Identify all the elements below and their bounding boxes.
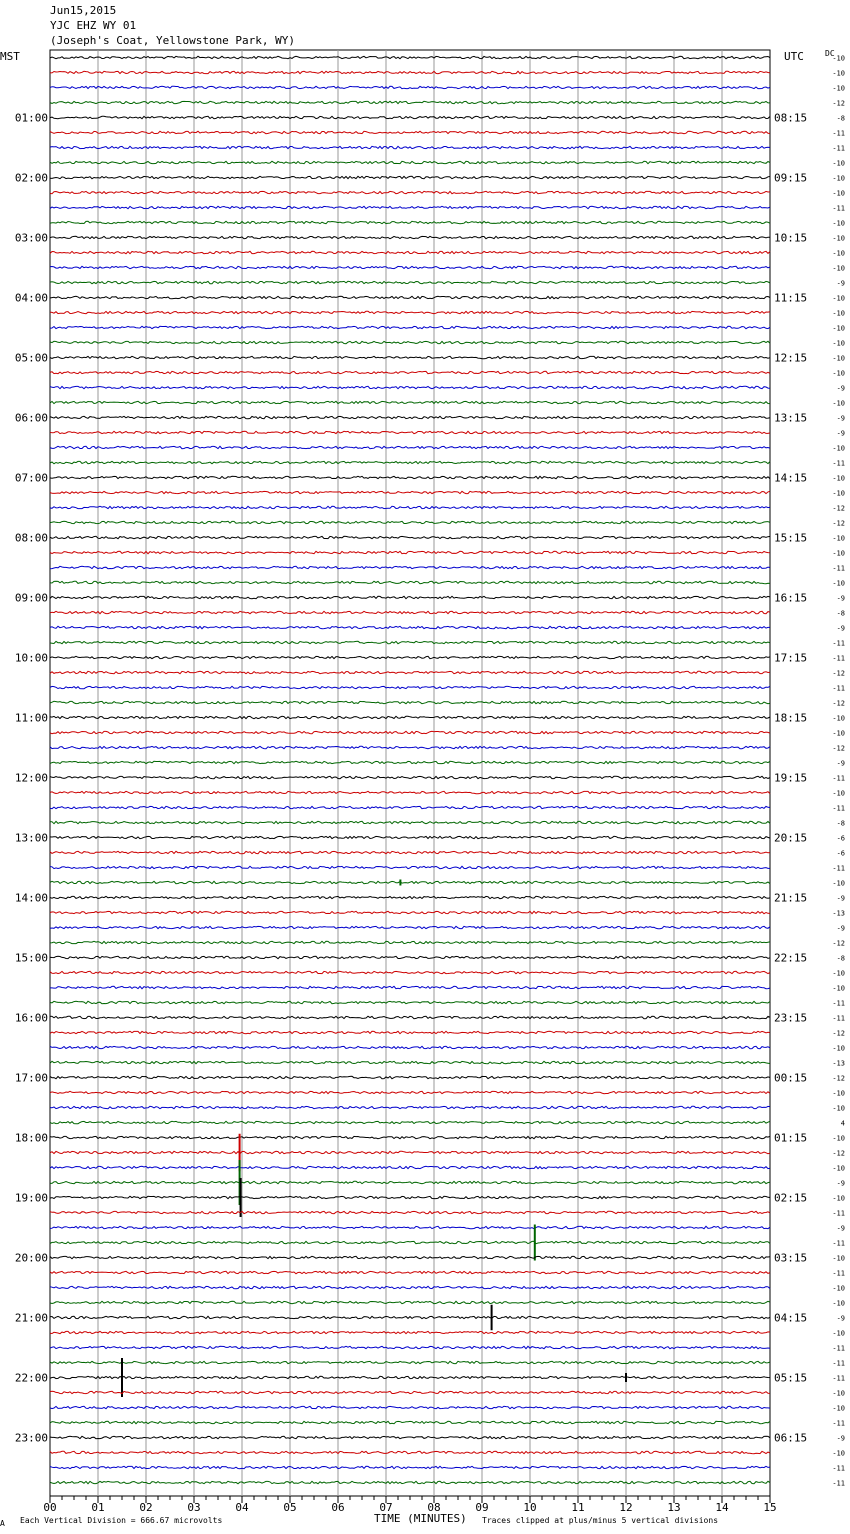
mst-hour-label: 14:00: [14, 891, 48, 905]
dc-offset-label: -13: [832, 909, 845, 918]
seismogram-trace: [50, 416, 770, 418]
dc-offset-label: -8: [836, 819, 845, 828]
seismogram-trace: [50, 146, 770, 148]
utc-hour-label: 02:15: [774, 1191, 808, 1205]
dc-offset-label: -9: [836, 279, 845, 288]
seismogram-trace: [50, 1451, 770, 1453]
dc-offset-label: -10: [832, 1134, 845, 1143]
mst-hour-label: 05:00: [14, 351, 48, 365]
seismogram-trace: [50, 626, 770, 628]
corner-mark: A: [0, 1519, 5, 1528]
dc-offset-label: -10: [832, 309, 845, 318]
dc-offset-label: -10: [832, 159, 845, 168]
dc-offset-label: -11: [832, 639, 845, 648]
dc-offset-label: -9: [836, 594, 845, 603]
dc-offset-label: -10: [832, 369, 845, 378]
dc-offset-label: -11: [832, 654, 845, 663]
seismogram-trace: [50, 191, 770, 193]
dc-offset-label: -9: [836, 1179, 845, 1188]
dc-offset-label: -9: [836, 429, 845, 438]
seismogram-trace: [50, 1466, 770, 1468]
seismogram-trace: [50, 851, 770, 853]
dc-offset-label: -10: [832, 249, 845, 258]
utc-hour-label: 06:15: [774, 1431, 808, 1445]
seismogram-trace: [50, 326, 770, 328]
utc-hour-label: 15:15: [774, 531, 808, 545]
dc-offset-label: -11: [832, 1374, 845, 1383]
dc-offset-label: -10: [832, 969, 845, 978]
x-tick-label: 05: [283, 1501, 297, 1514]
seismogram-trace: [50, 461, 770, 463]
seismogram-trace: [50, 131, 770, 133]
seismogram-trace: [50, 281, 770, 283]
dc-offset-label: -10: [832, 474, 845, 483]
dc-offset-label: -10: [832, 489, 845, 498]
seismogram-trace: [50, 1151, 770, 1153]
seismogram-trace: [50, 341, 770, 343]
dc-offset-label: -11: [832, 144, 845, 153]
seismogram-trace: [50, 506, 770, 508]
utc-hour-label: 19:15: [774, 771, 808, 785]
seismogram-trace: [50, 356, 770, 358]
seismogram-trace: [50, 731, 770, 733]
station-location: (Joseph's Coat, Yellowstone Park, WY): [50, 34, 296, 47]
dc-offset-label: -13: [832, 1059, 845, 1068]
dc-offset-label: -10: [832, 444, 845, 453]
mst-hour-label: 21:00: [14, 1311, 48, 1325]
mst-hour-label: 19:00: [14, 1191, 48, 1205]
dc-offset-label: -12: [832, 669, 845, 678]
dc-offset-label: -11: [832, 1359, 845, 1368]
dc-offset-label: -9: [836, 1434, 845, 1443]
dc-offset-label: -10: [832, 879, 845, 888]
dc-offset-label: -11: [832, 1479, 845, 1488]
dc-offset-label: -11: [832, 1209, 845, 1218]
dc-offset-label: -10: [832, 264, 845, 273]
utc-hour-label: 13:15: [774, 411, 808, 425]
seismogram-trace: [50, 746, 770, 748]
utc-hour-label: 12:15: [774, 351, 808, 365]
dc-offset-label: -10: [832, 399, 845, 408]
x-tick-label: 13: [667, 1501, 681, 1514]
seismogram-trace: [50, 1166, 770, 1168]
dc-offset-label: -10: [832, 339, 845, 348]
dc-offset-label: -10: [832, 789, 845, 798]
dc-offset-label: -12: [832, 939, 845, 948]
seismogram-trace: [50, 896, 770, 898]
x-tick-label: 06: [331, 1501, 345, 1514]
clip-note: Traces clipped at plus/minus 5 vertical divisions: [482, 1516, 719, 1525]
seismogram-trace: [50, 551, 770, 553]
seismogram-trace: [50, 116, 770, 118]
mst-hour-label: 17:00: [14, 1071, 48, 1085]
dc-offset-label: -10: [832, 69, 845, 78]
utc-hour-label: 21:15: [774, 891, 808, 905]
seismogram-trace: [50, 431, 770, 433]
dc-offset-label: -10: [832, 174, 845, 183]
seismogram-trace: [50, 716, 770, 718]
mst-hour-label: 13:00: [14, 831, 48, 845]
seismogram-trace: [50, 236, 770, 238]
seismogram-trace: [50, 101, 770, 103]
utc-hour-label: 00:15: [774, 1071, 808, 1085]
seismogram-trace: [50, 1301, 770, 1303]
seismogram-trace: [50, 1256, 770, 1258]
seismogram-trace: [50, 386, 770, 388]
utc-hour-label: 23:15: [774, 1011, 808, 1025]
scale-note: Each Vertical Division = 666.67 microvolts: [20, 1516, 223, 1525]
dc-offset-label: -11: [832, 204, 845, 213]
seismogram-trace: [50, 161, 770, 163]
dc-offset-label: -11: [832, 864, 845, 873]
seismogram-trace: [50, 1346, 770, 1348]
seismogram-trace: [50, 401, 770, 403]
seismogram-trace: [50, 971, 770, 973]
seismogram-trace: [50, 791, 770, 793]
seismogram-trace: [50, 686, 770, 688]
seismogram-trace: [50, 671, 770, 673]
x-tick-label: 12: [619, 1501, 633, 1514]
dc-offset-label: -6: [836, 834, 845, 843]
seismogram-trace: [50, 1286, 770, 1288]
x-tick-label: 01: [91, 1501, 105, 1514]
utc-hour-label: 18:15: [774, 711, 808, 725]
seismogram-trace: [50, 446, 770, 448]
dc-offset-label: -11: [832, 804, 845, 813]
seismogram-trace: [50, 266, 770, 268]
seismogram-trace: [50, 296, 770, 298]
dc-offset-label: -12: [832, 99, 845, 108]
mst-hour-label: 04:00: [14, 291, 48, 305]
seismogram-trace: [50, 1331, 770, 1333]
seismogram-trace: [50, 251, 770, 253]
seismogram-trace: [50, 701, 770, 703]
mst-hour-label: 11:00: [14, 711, 48, 725]
dc-offset-label: -11: [832, 1269, 845, 1278]
dc-offset-label: -10: [832, 54, 845, 63]
seismogram-trace: [50, 596, 770, 598]
mst-hour-label: 23:00: [14, 1431, 48, 1445]
mst-hour-label: 09:00: [14, 591, 48, 605]
dc-offset-label: -11: [832, 1419, 845, 1428]
utc-hour-label: 04:15: [774, 1311, 808, 1325]
utc-hour-label: 17:15: [774, 651, 808, 665]
utc-hour-label: 09:15: [774, 171, 808, 185]
seismogram-trace: [50, 1316, 770, 1318]
seismogram-trace: [50, 1076, 770, 1078]
dc-offset-label: -12: [832, 699, 845, 708]
dc-offset-label: -10: [832, 1104, 845, 1113]
right-timezone-label: UTC: [784, 50, 804, 63]
dc-offset-label: -9: [836, 414, 845, 423]
x-tick-label: 08: [427, 1501, 441, 1514]
utc-hour-label: 11:15: [774, 291, 808, 305]
dc-offset-label: -10: [832, 294, 845, 303]
mst-hour-label: 18:00: [14, 1131, 48, 1145]
seismogram-trace: [50, 641, 770, 643]
utc-hour-label: 14:15: [774, 471, 808, 485]
dc-offset-label: -9: [836, 894, 845, 903]
seismogram-trace: [50, 1211, 770, 1213]
dc-offset-label: -8: [836, 609, 845, 618]
dc-offset-label: -9: [836, 924, 845, 933]
mst-hour-label: 03:00: [14, 231, 48, 245]
seismogram-trace: [50, 1181, 770, 1183]
seismogram-trace: [50, 776, 770, 778]
mst-hour-label: 16:00: [14, 1011, 48, 1025]
seismogram-trace: [50, 1136, 770, 1138]
seismogram-trace: [50, 566, 770, 568]
plot-date: Jun15,2015: [50, 4, 117, 17]
seismogram-trace: [50, 71, 770, 73]
mst-hour-label: 08:00: [14, 531, 48, 545]
dc-offset-label: -9: [836, 759, 845, 768]
seismogram-trace: [50, 86, 770, 88]
dc-offset-label: -12: [832, 1074, 845, 1083]
dc-offset-label: -10: [832, 189, 845, 198]
seismogram-trace: [50, 1046, 770, 1048]
dc-offset-label: -8: [836, 114, 845, 123]
seismogram-trace: [50, 1241, 770, 1243]
seismogram-trace: [50, 581, 770, 583]
seismogram-trace: [50, 1196, 770, 1198]
seismogram-trace: [50, 206, 770, 208]
utc-hour-label: 22:15: [774, 951, 808, 965]
mst-hour-label: 22:00: [14, 1371, 48, 1385]
dc-offset-label: -11: [832, 1239, 845, 1248]
dc-offset-label: -10: [832, 549, 845, 558]
x-tick-label: 11: [571, 1501, 585, 1514]
dc-offset-label: -12: [832, 1029, 845, 1038]
seismogram-trace: [50, 221, 770, 223]
dc-offset-label: -11: [832, 129, 845, 138]
dc-offset-label: -10: [832, 234, 845, 243]
seismogram-trace: [50, 476, 770, 478]
seismogram-trace: [50, 866, 770, 868]
dc-offset-label: -10: [832, 354, 845, 363]
seismogram-trace: [50, 881, 770, 883]
x-tick-label: 04: [235, 1501, 249, 1514]
dc-header-label: DC: [825, 49, 835, 58]
dc-offset-label: -11: [832, 459, 845, 468]
dc-offset-label: -10: [832, 1254, 845, 1263]
dc-offset-label: -10: [832, 1389, 845, 1398]
seismogram-trace: [50, 1376, 770, 1378]
utc-hour-label: 16:15: [774, 591, 808, 605]
seismogram-trace: [50, 1016, 770, 1018]
seismogram-trace: [50, 1361, 770, 1363]
dc-offset-label: -12: [832, 519, 845, 528]
seismogram-trace: [50, 536, 770, 538]
dc-offset-label: -10: [832, 1449, 845, 1458]
dc-offset-label: -10: [832, 1194, 845, 1203]
dc-offset-label: -10: [832, 84, 845, 93]
dc-offset-label: -11: [832, 999, 845, 1008]
seismogram-trace: [50, 1406, 770, 1408]
dc-offset-label: -11: [832, 564, 845, 573]
dc-offset-label: -9: [836, 384, 845, 393]
mst-hour-label: 20:00: [14, 1251, 48, 1265]
x-tick-label: 02: [139, 1501, 153, 1514]
x-tick-label: 09: [475, 1501, 489, 1514]
x-tick-label: 10: [523, 1501, 537, 1514]
seismogram-trace: [50, 1436, 770, 1438]
left-timezone-label: MST: [0, 50, 20, 63]
dc-offset-label: -10: [832, 1044, 845, 1053]
station-code: YJC EHZ WY 01: [50, 19, 137, 32]
mst-hour-label: 10:00: [14, 651, 48, 665]
mst-hour-label: 06:00: [14, 411, 48, 425]
utc-hour-label: 05:15: [774, 1371, 808, 1385]
seismogram-trace: [50, 761, 770, 763]
seismogram-trace: [50, 1031, 770, 1033]
seismogram-trace: [50, 926, 770, 928]
dc-offset-label: -11: [832, 684, 845, 693]
mst-hour-label: 01:00: [14, 111, 48, 125]
seismogram-trace: [50, 836, 770, 838]
dc-offset-label: -11: [832, 1464, 845, 1473]
dc-offset-label: -10: [832, 714, 845, 723]
dc-offset-label: -11: [832, 1014, 845, 1023]
dc-offset-label: -10: [832, 1329, 845, 1338]
mst-hour-label: 12:00: [14, 771, 48, 785]
seismogram-trace: [50, 1061, 770, 1063]
seismogram-trace: [50, 656, 770, 658]
dc-offset-label: -10: [832, 1164, 845, 1173]
seismogram-trace: [50, 56, 770, 58]
seismogram-trace: [50, 176, 770, 178]
x-tick-label: 14: [715, 1501, 729, 1514]
seismogram-trace: [50, 491, 770, 493]
seismogram-trace: [50, 1421, 770, 1423]
mst-hour-label: 15:00: [14, 951, 48, 965]
seismogram-trace: [50, 911, 770, 913]
seismogram-trace: [50, 521, 770, 523]
dc-offset-label: -8: [836, 954, 845, 963]
seismogram-trace: [50, 311, 770, 313]
dc-offset-label: -9: [836, 1224, 845, 1233]
utc-hour-label: 01:15: [774, 1131, 808, 1145]
seismogram-trace: [50, 1121, 770, 1123]
seismogram-trace: [50, 1091, 770, 1093]
dc-offset-label: -10: [832, 579, 845, 588]
dc-offset-label: -12: [832, 744, 845, 753]
utc-hour-label: 03:15: [774, 1251, 808, 1265]
seismogram-trace: [50, 1106, 770, 1108]
seismogram-trace: [50, 956, 770, 958]
utc-hour-label: 20:15: [774, 831, 808, 845]
x-tick-label: 00: [43, 1501, 57, 1514]
seismogram-trace: [50, 371, 770, 373]
dc-offset-label: -10: [832, 534, 845, 543]
utc-hour-label: 08:15: [774, 111, 808, 125]
dc-offset-label: -10: [832, 1299, 845, 1308]
seismogram-trace: [50, 1271, 770, 1273]
dc-offset-label: -10: [832, 1404, 845, 1413]
utc-hour-label: 10:15: [774, 231, 808, 245]
mst-hour-label: 07:00: [14, 471, 48, 485]
dc-offset-label: -11: [832, 1344, 845, 1353]
mst-hour-label: 02:00: [14, 171, 48, 185]
dc-offset-label: -9: [836, 1314, 845, 1323]
x-tick-label: 07: [379, 1501, 393, 1514]
x-axis-title: TIME (MINUTES): [374, 1512, 467, 1525]
x-tick-label: 15: [763, 1501, 777, 1514]
seismogram-trace: [50, 806, 770, 808]
dc-offset-label: -10: [832, 984, 845, 993]
dc-offset-label: -10: [832, 729, 845, 738]
dc-offset-label: -10: [832, 1284, 845, 1293]
dc-offset-label: 4: [840, 1119, 845, 1128]
seismogram-trace: [50, 986, 770, 988]
seismogram-trace: [50, 1001, 770, 1003]
dc-offset-label: -11: [832, 774, 845, 783]
seismogram-trace: [50, 1481, 770, 1483]
dc-offset-label: -10: [832, 324, 845, 333]
dc-offset-label: -6: [836, 849, 845, 858]
seismogram-trace: [50, 941, 770, 943]
seismogram-trace: [50, 611, 770, 613]
seismogram-trace: [50, 1391, 770, 1393]
dc-offset-label: -12: [832, 1149, 845, 1158]
seismogram-trace: [50, 821, 770, 823]
dc-offset-label: -10: [832, 1089, 845, 1098]
dc-offset-label: -12: [832, 504, 845, 513]
dc-offset-label: -9: [836, 624, 845, 633]
seismogram-trace: [50, 1226, 770, 1228]
dc-offset-label: -10: [832, 219, 845, 228]
x-tick-label: 03: [187, 1501, 201, 1514]
